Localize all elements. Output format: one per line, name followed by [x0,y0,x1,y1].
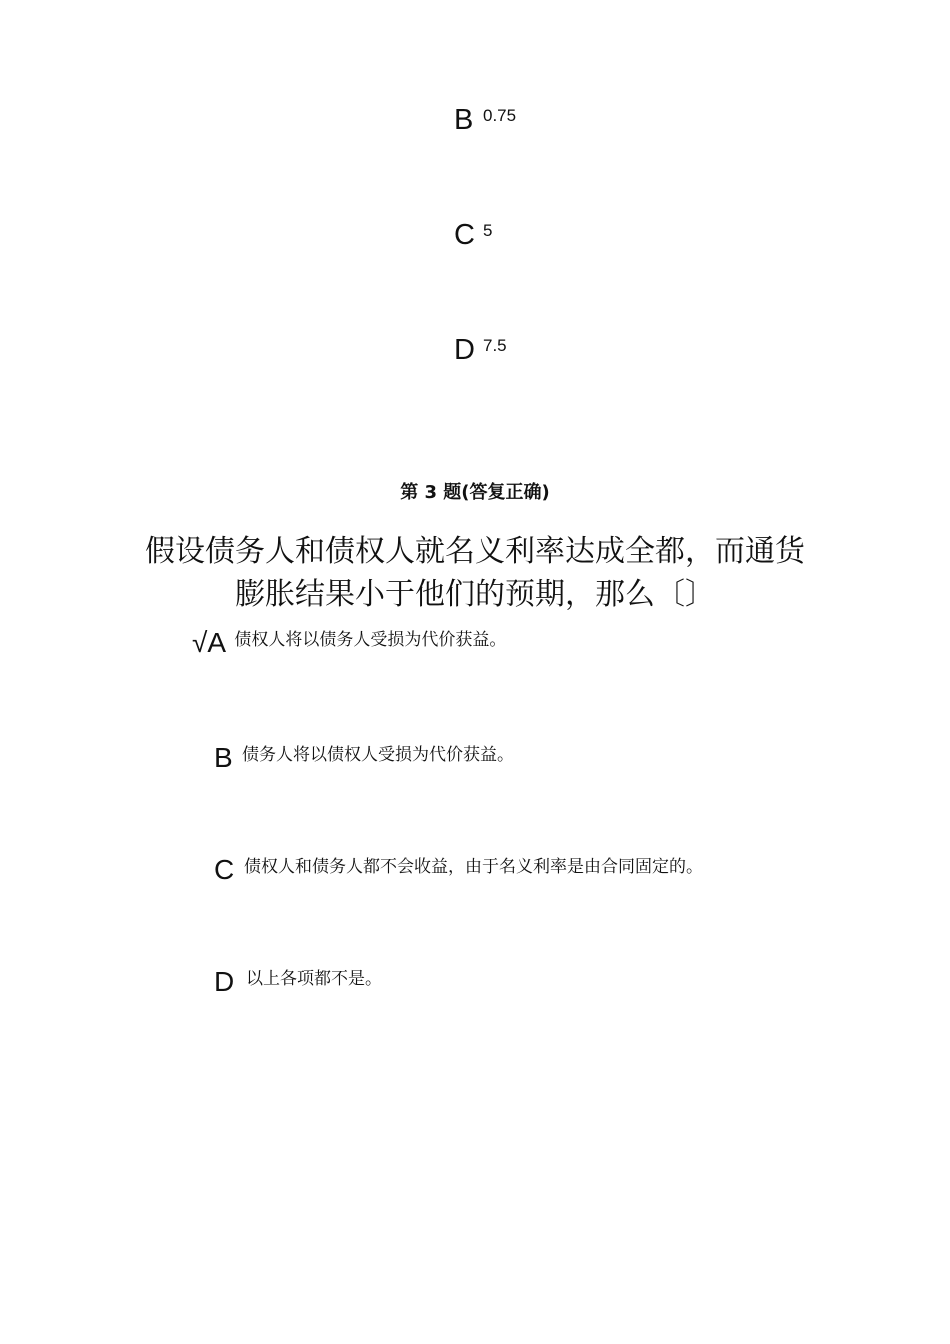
option-text: 以上各项都不是。 [246,969,382,989]
option-c[interactable] [214,855,703,885]
option-text: 债权人将以债务人受损为代价获益。 [234,630,507,650]
option-letter: D [214,966,235,997]
question-header: 第 3 题(答复正确) [400,482,550,503]
question-stem: 假设债务人和债权人就名义利率达成全都，而通货膨胀结果小于他们的预期，那么〔〕 [145,534,805,612]
prev-option-d[interactable] [454,334,507,366]
option-a[interactable] [192,628,506,658]
option-letter: B [214,742,233,773]
option-letter: B [454,104,474,136]
option-text: 7.5 [483,336,507,355]
option-text: 0.75 [483,106,517,125]
option-b[interactable] [214,743,514,773]
option-letter: C [214,854,235,885]
option-letter: D [454,334,475,366]
option-letter: A [207,627,227,658]
option-text: 债务人将以债权人受损为代价获益。 [242,745,514,765]
prev-option-b[interactable] [454,104,516,136]
option-text: 债权人和债务人都不会收益，由于名义利率是由合同固定的。 [244,857,703,877]
option-d[interactable] [214,967,382,997]
option-letter: C [454,219,475,251]
prev-option-c[interactable] [454,219,492,251]
correct-check-icon: √ [192,627,208,658]
option-text: 5 [483,221,493,240]
